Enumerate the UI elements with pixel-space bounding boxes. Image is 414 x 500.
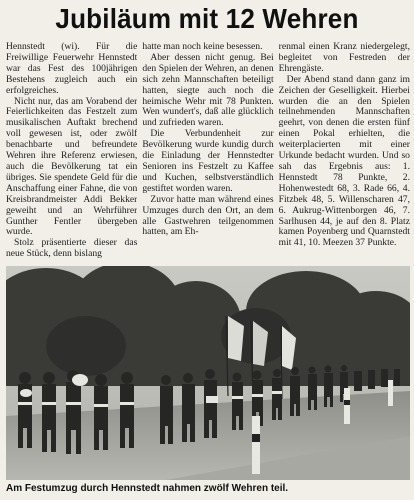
paragraph: Zuvor hatte man während eines Umzuges durch den Ort, an dem alle Gastwehren teilgenommen hatten, am Eh- — [142, 193, 274, 238]
article-body — [6, 42, 410, 264]
paragraph: Der Abend stand dann ganz im Zeichen der Geselligkeit. Hierbei wurden die an den Spielen teilnehmenden Mannschaften geehrt, von denen die ersten fünf einen Pokal erhielten, die weiterplacierten mit einer Urkunde bedacht wurden. Und so sah das Ergebnis aus: 1. Hennstedt 78 Punkte, 2. Hohenwestedt 68, 3. Rade 66, 4. Fitzbek 48, 5. Willenscharen 47, 6. Aukrug-Wittenborgen 46, 7. Sarlhusen 44, je auf den 8. Platz kamen Poyenberg und Quarnstedt mit 41, 10. Meezen 37 Punkte. — [278, 73, 410, 249]
paragraph: Aber dessen nicht genug. Bei den Spielen der Wehren, an denen sich zehn Mannschaften beteiligt hatten, siegte auch noch die heimische Wehr mit 78 Punkten. Wen wundert's, daß alle glücklich und zufrieden waren. — [142, 51, 274, 129]
paragraph: renmal einen Kranz niedergelegt, begleitet von Festreden der Ehrengäste. — [278, 42, 410, 74]
parade-photo-illustration — [6, 266, 410, 480]
photo-caption: Am Festumzug durch Hennstedt nahmen zwölf Wehren teil. — [6, 483, 289, 494]
article-column-1 — [6, 42, 137, 264]
article-column-3 — [279, 42, 410, 264]
article-column-2 — [142, 42, 273, 264]
paragraph: hatte man noch keine besessen. — [142, 42, 263, 52]
paragraph: Nicht nur, das am Vorabend der Feierlichkeiten das Festzelt zum musikalischen Auftakt brechend voll gewesen ist, oder zwölf benachbarte und befreundete Wehren ihre Referenz erwiesen, auch die Bevölkerung tat ein übriges. Sie spendete Geld für die Anschaffung einer Fahne, die von Kreisbrandmeister Addi Bekker geweiht und an Wehrführer Gunther Fentler übergeben wurde. — [6, 95, 138, 238]
paragraph: Stolz präsentierte dieser das neue Stück, denn bislang — [6, 237, 138, 260]
article-headline: Jubiläum mit 12 Wehren — [55, 3, 359, 34]
paragraph: Die Verbundenheit zur Bevölkerung wurde kundig durch die Einladung der Hennstedter Senioren ins Festzelt zu Kaffee und Kuchen, selbstverständlich gestiftet worden waren. — [142, 128, 274, 194]
parade-photo — [6, 266, 410, 480]
paragraph: Hennstedt (wi). Für die Freiwillige Feuerwehr Hennstedt war das Fest des 100jährigen Bestehens zugleich auch ein erfolgreiches. — [6, 42, 138, 96]
